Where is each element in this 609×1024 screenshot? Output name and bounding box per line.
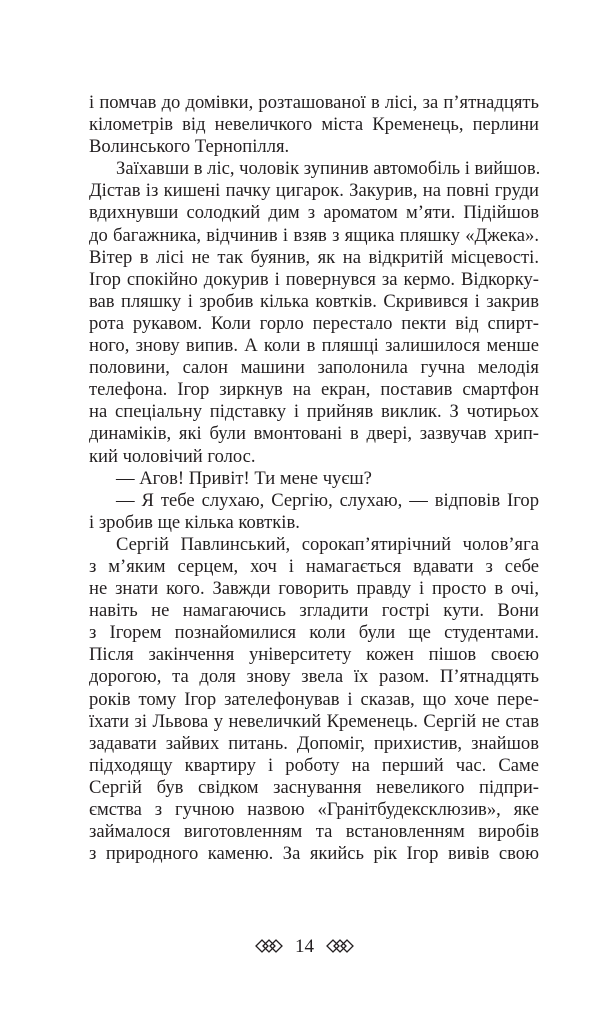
- book-page-text: [89, 92, 539, 865]
- text-line: з природного каменю. За якийсь рік Ігор вивів свою: [89, 843, 539, 865]
- text-line: Сергій був свідком заснування невеликого підпри-: [89, 776, 539, 798]
- text-line: кий чоловічий голос.: [89, 445, 256, 467]
- text-line: — Агов! Привіт! Ти мене чуєш?: [116, 467, 372, 489]
- text-line: динаміків, які були вмонтовані в двері, зазвучав хрип-: [89, 423, 539, 445]
- page-footer: [0, 936, 609, 959]
- text-line: Дістав із кишені пачку цигарок. Закурив, на повні груди: [89, 180, 539, 202]
- text-line: з Ігорем познайомилися коли були ще студентами.: [89, 622, 539, 644]
- text-line: до багажника, відчинив і взяв з ящика пляшку «Джека».: [89, 224, 539, 246]
- text-line: з м’яким серцем, хоч і намагається вдавати з себе: [89, 555, 539, 577]
- text-line: рота рукавом. Коли горло перестало пекти від спирт-: [89, 312, 539, 334]
- text-line: їхати зі Львова у невеличкий Кременець. Сергій не став: [89, 710, 539, 732]
- ornament-right-icon: [324, 937, 354, 959]
- text-line: половини, салон машини заполонила гучна мелодія: [89, 357, 539, 379]
- text-line: Заїхавши в ліс, чоловік зупинив автомобіль і вийшов.: [116, 158, 541, 180]
- text-line: підходящу квартиру і роботу на перший час. Саме: [89, 754, 539, 776]
- text-line: дорогою, та доля знову звела їх разом. П’ятнадцять: [89, 666, 539, 688]
- text-line: вав пляшку і зробив кілька ковтків. Скривився і закрив: [89, 290, 539, 312]
- text-line: кілометрів від невеличкого міста Кременець, перлини: [89, 114, 539, 136]
- ornament-left-icon: [255, 937, 285, 959]
- text-line: займалося виготовленням та встановленням виробів: [89, 821, 539, 843]
- text-line: Сергій Павлинський, сорокап’ятирічний чолов’яга: [116, 533, 539, 555]
- text-line: не знати кого. Завжди говорить правду і просто в очі,: [89, 578, 539, 600]
- text-line: Ігор спокійно докурив і повернувся за кермо. Відкорку-: [89, 268, 539, 290]
- text-line: Волинського Тернопілля.: [89, 136, 290, 158]
- text-line: років тому Ігор зателефонував і сказав, що хоче пере-: [89, 688, 539, 710]
- text-line: телефона. Ігор зиркнув на екран, поставив смартфон: [89, 379, 539, 401]
- text-line: Після закінчення університету кожен пішов своєю: [89, 644, 539, 666]
- text-line: ного, знову випив. А коли в пляшці залишилося менше: [89, 335, 539, 357]
- text-line: і зробив ще кілька ковтків.: [89, 511, 300, 533]
- text-line: і помчав до домівки, розташованої в лісі, за п’ятнадцять: [89, 92, 539, 113]
- text-line: Вітер в лісі не так буянив, як на відкритій місцевості.: [89, 246, 539, 268]
- text-line: задавати зайвих питань. Допоміг, прихистив, знайшов: [89, 732, 539, 754]
- text-line: навіть не намагаючись згладити гострі кути. Вони: [89, 600, 539, 622]
- text-line: — Я тебе слухаю, Сергію, слухаю, — відповів Ігор: [116, 489, 539, 511]
- text-line: вдихнувши солодкий дим з ароматом м’яти. Підійшов: [89, 202, 539, 224]
- text-line: ємства з гучною назвою «Гранітбудексклюзив», яке: [89, 799, 539, 820]
- text-line: на спеціальну підставку і прийняв виклик. З чотирьох: [89, 401, 539, 423]
- page-number: 14: [295, 936, 314, 957]
